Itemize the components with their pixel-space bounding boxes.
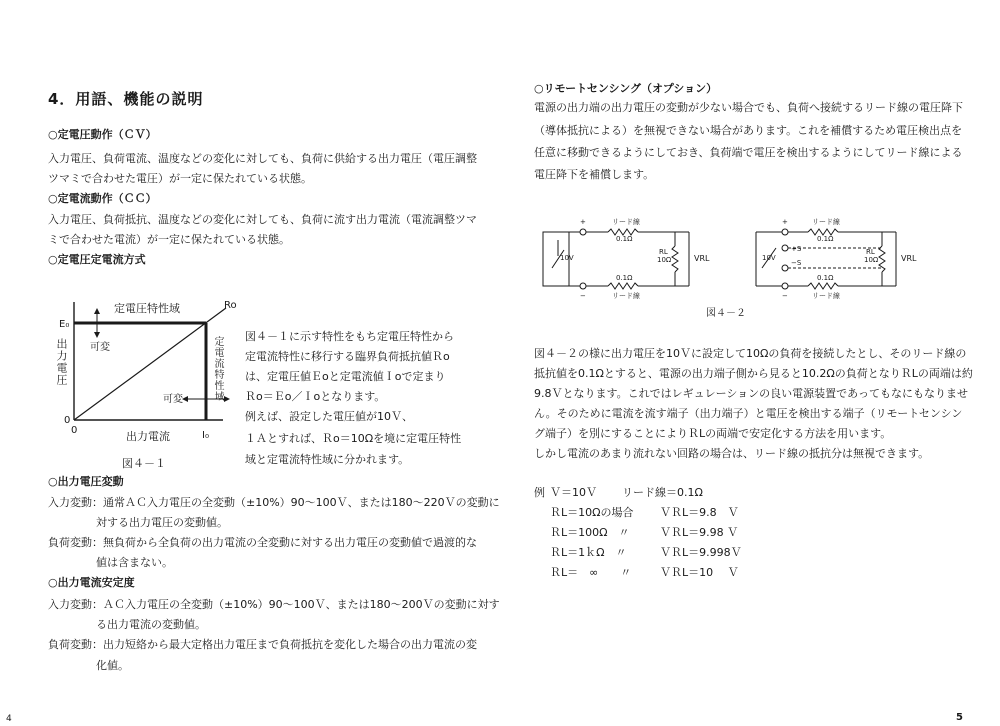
fig-4-1-caption: 図４－１	[122, 457, 166, 470]
example-label: 例	[534, 486, 545, 499]
lead-top-label-1: リード線	[612, 218, 640, 226]
resistor-icon	[608, 283, 638, 289]
zero-x-label: 0	[71, 425, 78, 436]
terminal-icon	[782, 283, 788, 289]
ov-input-line: 入力変動：通常ＡＣ入力電圧の全変動（±10%）90～100Ｖ、または180～220Ｖの変動に	[48, 496, 500, 509]
sense-plus-label: +S	[791, 245, 802, 253]
plus-label-2: +	[782, 218, 788, 226]
variable-label-1: 可変	[90, 342, 110, 353]
rl-val-label-1: 10Ω	[657, 256, 672, 264]
cvcc-heading: ○定電圧定電流方式	[48, 253, 146, 266]
ov-input-line: 対する出力電圧の変動値。	[96, 516, 228, 529]
section-title: 4．用語、機能の説明	[48, 90, 204, 108]
minus-label-2: −	[782, 292, 788, 300]
body-text-line: 図４－２の様に出力電圧を10Ｖに設定して10Ωの負荷を接続したとし、そのリード線の	[534, 347, 967, 360]
rs-text-line: （導体抵抗による）を無視できない場合があります。これを補償するため電圧検出点を	[534, 124, 963, 137]
cc-heading: ○定電流動作（ＣＣ）	[48, 192, 157, 205]
rs-text-line: 電圧降下を補償します。	[534, 168, 655, 181]
lead-bot-label-2: リード線	[812, 292, 840, 300]
body-text-line: しかし電流のあまり流れない回路の場合は、リード線の抵抗分は無視できます。	[534, 447, 930, 460]
side-text-line: 定電流特性に移行する臨界負荷抵抗値Ｒo	[245, 350, 450, 363]
oc-input-line: 入力変動：ＡＣ入力電圧の全変動（±10%）90～100Ｖ、または180～200Ｖの変動に対す	[48, 598, 500, 611]
side-text-line: １Ａとすれば、Ｒo＝10Ωを境に定電圧特性	[245, 432, 462, 445]
figure-4-2	[540, 210, 930, 322]
oc-load-line: 化値。	[96, 659, 129, 672]
variable-label-2: 可変	[163, 394, 183, 405]
example-row-b: ＶＲL＝10 Ｖ	[660, 566, 739, 579]
cc-text-line: 入力電圧、負荷抵抗、温度などの変化に対しても、負荷に流す出力電流（電流調整ツマ	[48, 213, 477, 226]
cv-region-label: 定電圧特性域	[114, 302, 180, 315]
arrow-up-icon	[94, 308, 100, 314]
i0-label: I₀	[202, 430, 209, 441]
oc-load-line: 負荷変動：出力短絡から最大定格出力電圧まで負荷抵抗を変化した場合の出力電流の変	[48, 638, 477, 651]
arrow-right-icon	[224, 396, 230, 402]
body-text-line: 9.8Ｖとなります。これではレギュレーションの良い電源装置であってもなにもなりませ	[534, 387, 969, 400]
ov-load-line: 値は含まない。	[96, 556, 173, 569]
example-row-b: ＶＲL＝9.8 Ｖ	[660, 506, 739, 519]
r-bot-label-2: 0.1Ω	[817, 274, 834, 282]
side-text-line: Ｒo＝Ｅo／Ｉoとなります。	[245, 390, 386, 403]
page-number-right: 5	[956, 712, 963, 723]
example-voltage: Ｖ＝10Ｖ	[550, 486, 597, 499]
ov-load-line: 負荷変動：無負荷から全負荷の出力電流の全変動に対する出力電圧の変動値で過渡的な	[48, 536, 477, 549]
lead-bot-label-1: リード線	[612, 292, 640, 300]
side-text-line: 域と定電流特性域に分かれます。	[245, 453, 410, 466]
vrl-label-1: VRL	[694, 254, 710, 263]
terminal-icon	[782, 229, 788, 235]
vrl-label-2: VRL	[901, 254, 917, 263]
terminal-icon	[580, 283, 586, 289]
rs-text-line: 任意に移動できるようにしておき、負荷端で電圧を検出するようにしてリード線による	[534, 146, 963, 159]
src-label-2: 10V	[762, 254, 776, 262]
rl-label-2: RL	[866, 248, 875, 256]
zero-y-label: 0	[64, 415, 71, 426]
example-row-b: ＶＲL＝9.998Ｖ	[660, 546, 742, 559]
ro-label: Ro	[224, 300, 237, 311]
rl-label-1: RL	[659, 248, 668, 256]
side-text-line: 例えば、設定した電圧値が10Ｖ、	[245, 410, 413, 423]
xlabel: 出力電流	[126, 430, 170, 443]
side-text-line: 図４－１に示す特性をもち定電圧特性から	[245, 330, 454, 343]
ylabel: 出力電圧	[55, 338, 68, 386]
example-row-a: ＲL＝100Ω 〃	[550, 526, 630, 539]
cv-text-line: ツマミで合わせた電圧）が一定に保たれている状態。	[48, 172, 312, 185]
body-text-line: 抵抗値を0.1Ωとすると、電源の出力端子側から見ると10.2Ωの負荷となりＲLの両端は約	[534, 367, 973, 380]
terminal-icon	[782, 265, 788, 271]
r-top-label-2: 0.1Ω	[817, 235, 834, 243]
example-row-b: ＶＲL＝9.98 Ｖ	[660, 526, 739, 539]
example-row-a: ＲL＝1ｋΩ 〃	[550, 546, 627, 559]
terminal-icon	[782, 245, 788, 251]
sense-minus-label: −S	[791, 259, 802, 267]
lead-top-label-2: リード線	[812, 218, 840, 226]
remote-sensing-heading: ○リモートセンシング（オプション）	[534, 82, 718, 95]
r-top-label-1: 0.1Ω	[616, 235, 633, 243]
rl-val-label-2: 10Ω	[864, 256, 879, 264]
side-text-line: は、定電圧値Ｅoと定電流値Ｉoで定まり	[245, 370, 446, 383]
arrow-down-icon	[94, 332, 100, 338]
body-text-line: ん。そのために電流を流す端子（出力端子）と電圧を検出する端子（リモートセンシン	[534, 407, 963, 420]
fig-4-2-caption: 図４－２	[706, 308, 746, 319]
terminal-icon	[580, 229, 586, 235]
e0-label: E₀	[59, 319, 70, 330]
body-text-line: グ端子）を別にすることによりＲLの両端で安定化する方法を用います。	[534, 427, 892, 440]
cc-text-line: ミで合わせた電流）が一定に保たれている状態。	[48, 233, 290, 246]
cv-heading: ○定電圧動作（ＣＶ）	[48, 128, 157, 141]
page-number-left: 4	[6, 714, 12, 724]
resistor-icon	[808, 283, 838, 289]
oc-input-line: る出力電流の変動値。	[96, 618, 206, 631]
rs-text-line: 電源の出力端の出力電圧の変動が少ない場合でも、負荷へ接続するリード線の電圧降下	[534, 101, 963, 114]
example-row-a: ＲL＝10Ωの場合	[550, 506, 634, 519]
cv-text-line: 入力電圧、負荷電流、温度などの変化に対しても、負荷に供給する出力電圧（電圧調整	[48, 152, 477, 165]
plus-label-1: +	[580, 218, 586, 226]
minus-label-1: −	[580, 292, 586, 300]
example-row-a: ＲL＝ ∞ 〃	[550, 566, 632, 579]
cc-region-label: 定電流特性域	[212, 336, 223, 402]
r-bot-label-1: 0.1Ω	[616, 274, 633, 282]
example-lead: リード線＝0.1Ω	[622, 486, 703, 499]
load-resistor-icon	[672, 246, 678, 272]
output-voltage-heading: ○出力電圧変動	[48, 475, 124, 488]
output-current-heading: ○出力電流安定度	[48, 576, 135, 589]
src-label-1: 10V	[560, 254, 574, 262]
